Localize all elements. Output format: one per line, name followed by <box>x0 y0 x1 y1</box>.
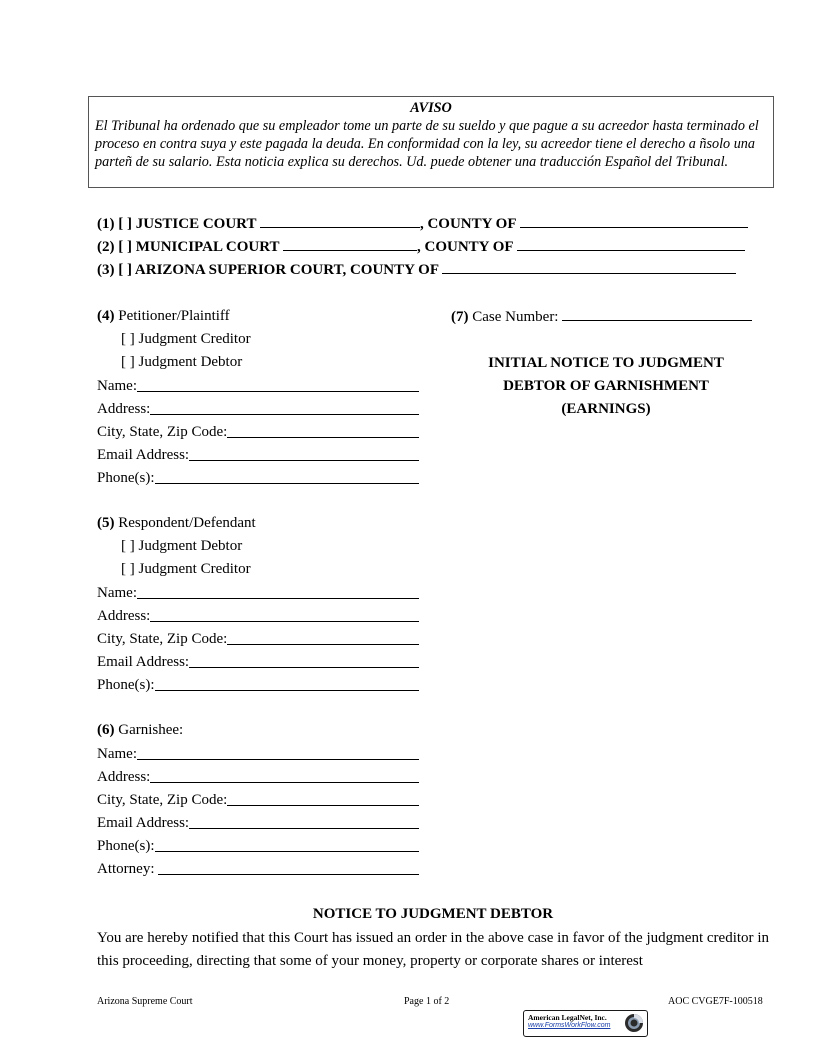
respondent-num: (5) <box>97 515 115 531</box>
garnishee-city-label: City, State, Zip Code: <box>97 792 228 808</box>
superior-court-label: (3) [ ] ARIZONA SUPERIOR COURT, COUNTY OF <box>97 262 439 278</box>
petitioner-email-field[interactable] <box>189 446 419 461</box>
garnishee-address-row <box>97 766 419 786</box>
garnishee-name-row <box>97 743 419 763</box>
court-line-superior <box>97 259 736 280</box>
garnishee-name-label: Name: <box>97 746 137 762</box>
justice-court-field[interactable] <box>260 213 420 228</box>
petitioner-name-field[interactable] <box>137 377 419 392</box>
garnishee-city-row <box>97 789 419 809</box>
justice-county-label: , COUNTY OF <box>419 216 516 232</box>
footer-form-code: AOC CVGE7F-100518 <box>668 996 763 1007</box>
petitioner-option-creditor[interactable]: [ ] Judgment Creditor <box>121 331 251 347</box>
petitioner-city-row <box>97 421 419 441</box>
respondent-address-row <box>97 605 419 625</box>
aviso-box <box>88 96 774 188</box>
footer-page: Page 1 of 2 <box>404 996 450 1007</box>
petitioner-address-field[interactable] <box>150 400 419 415</box>
petitioner-email-row <box>97 444 419 464</box>
garnishee-name-field[interactable] <box>137 745 419 760</box>
badge-company: American LegalNet, Inc. <box>528 1013 607 1022</box>
garnishee-attorney-field[interactable] <box>158 860 419 875</box>
garnishee-email-field[interactable] <box>189 814 419 829</box>
respondent-address-field[interactable] <box>150 607 419 622</box>
case-num: (7) <box>451 309 469 325</box>
respondent-name-label: Name: <box>97 585 137 601</box>
garnishee-phone-label: Phone(s): <box>97 838 155 854</box>
respondent-label: Respondent/Defendant <box>118 515 256 531</box>
garnishee-attorney-row <box>97 858 419 878</box>
petitioner-heading <box>97 306 230 326</box>
petitioner-phone-row <box>97 467 419 487</box>
petitioner-city-label: City, State, Zip Code: <box>97 424 228 440</box>
garnishee-address-label: Address: <box>97 769 151 785</box>
petitioner-name-label: Name: <box>97 378 137 394</box>
respondent-option-debtor[interactable]: [ ] Judgment Debtor <box>121 538 243 554</box>
respondent-name-field[interactable] <box>137 584 419 599</box>
garnishee-phone-row <box>97 835 419 855</box>
aviso-title: AVISO <box>410 100 452 116</box>
municipal-court-field[interactable] <box>283 236 417 251</box>
garnishee-heading <box>97 720 183 740</box>
respondent-name-row <box>97 582 419 602</box>
respondent-city-label: City, State, Zip Code: <box>97 631 228 647</box>
case-number-field[interactable] <box>562 306 752 321</box>
garnishee-num: (6) <box>97 722 115 738</box>
title-line-1: INITIAL NOTICE TO JUDGMENT <box>488 355 724 371</box>
case-number-row <box>451 306 752 327</box>
badge-url[interactable]: www.FormsWorkFlow.com <box>528 1022 611 1029</box>
petitioner-num: (4) <box>97 308 115 324</box>
petitioner-option-debtor[interactable]: [ ] Judgment Debtor <box>121 354 243 370</box>
petitioner-phone-field[interactable] <box>155 469 420 484</box>
petitioner-city-field[interactable] <box>227 423 419 438</box>
legalnet-logo-icon <box>624 1013 644 1033</box>
document-title <box>456 352 756 421</box>
respondent-phone-field[interactable] <box>155 676 420 691</box>
aviso-text: El Tribunal ha ordenado que su empleador tome un parte de su sueldo y que pague a su acreedor hasta terminado el proceso en contra suya y este pagada la deuda. En conformidad con la ley, su acreedor tiene el derecho a ñsolo una parteñ de su salario. Esta noticia explica su derechos. Ud. puede obtener una traducción Español del Tribunal. <box>95 118 759 170</box>
superior-county-field[interactable] <box>442 259 736 274</box>
title-line-2: DEBTOR OF GARNISHMENT <box>503 378 709 394</box>
municipal-county-field[interactable] <box>517 236 745 251</box>
case-number-label: Case Number: <box>472 309 559 325</box>
garnishee-phone-field[interactable] <box>155 837 420 852</box>
garnishee-city-field[interactable] <box>227 791 419 806</box>
garnishee-label: Garnishee: <box>118 722 184 738</box>
respondent-city-field[interactable] <box>227 630 419 645</box>
garnishee-address-field[interactable] <box>150 768 419 783</box>
respondent-phone-row <box>97 674 419 694</box>
garnishee-attorney-label: Attorney: <box>97 861 159 877</box>
justice-county-field[interactable] <box>520 213 748 228</box>
title-line-3: (EARNINGS) <box>561 401 651 417</box>
municipal-county-label: , COUNTY OF <box>417 239 513 255</box>
respondent-option-creditor[interactable]: [ ] Judgment Creditor <box>121 561 251 577</box>
respondent-heading <box>97 513 256 533</box>
notice-body: You are hereby notified that this Court has issued an order in the above case in favor of the judgment creditor in this proceeding, directing that some of your money, property or corporate shares or interest <box>97 930 769 969</box>
court-line-justice <box>97 213 748 234</box>
court-line-municipal <box>97 236 745 257</box>
notice-heading: NOTICE TO JUDGMENT DEBTOR <box>312 906 554 922</box>
legalnet-badge[interactable] <box>523 1010 648 1037</box>
municipal-court-label: (2) [ ] MUNICIPAL COURT <box>97 239 280 255</box>
petitioner-address-row <box>97 398 419 418</box>
respondent-email-field[interactable] <box>189 653 419 668</box>
respondent-email-label: Email Address: <box>97 654 190 670</box>
petitioner-label: Petitioner/Plaintiff <box>118 308 230 324</box>
petitioner-address-label: Address: <box>97 401 151 417</box>
petitioner-name-row <box>97 375 419 395</box>
respondent-email-row <box>97 651 419 671</box>
respondent-phone-label: Phone(s): <box>97 677 155 693</box>
petitioner-email-label: Email Address: <box>97 447 190 463</box>
garnishee-email-label: Email Address: <box>97 815 190 831</box>
respondent-address-label: Address: <box>97 608 151 624</box>
footer-left: Arizona Supreme Court <box>97 996 193 1007</box>
respondent-city-row <box>97 628 419 648</box>
justice-court-label: (1) [ ] JUSTICE COURT <box>97 216 257 232</box>
garnishee-email-row <box>97 812 419 832</box>
petitioner-phone-label: Phone(s): <box>97 470 155 486</box>
